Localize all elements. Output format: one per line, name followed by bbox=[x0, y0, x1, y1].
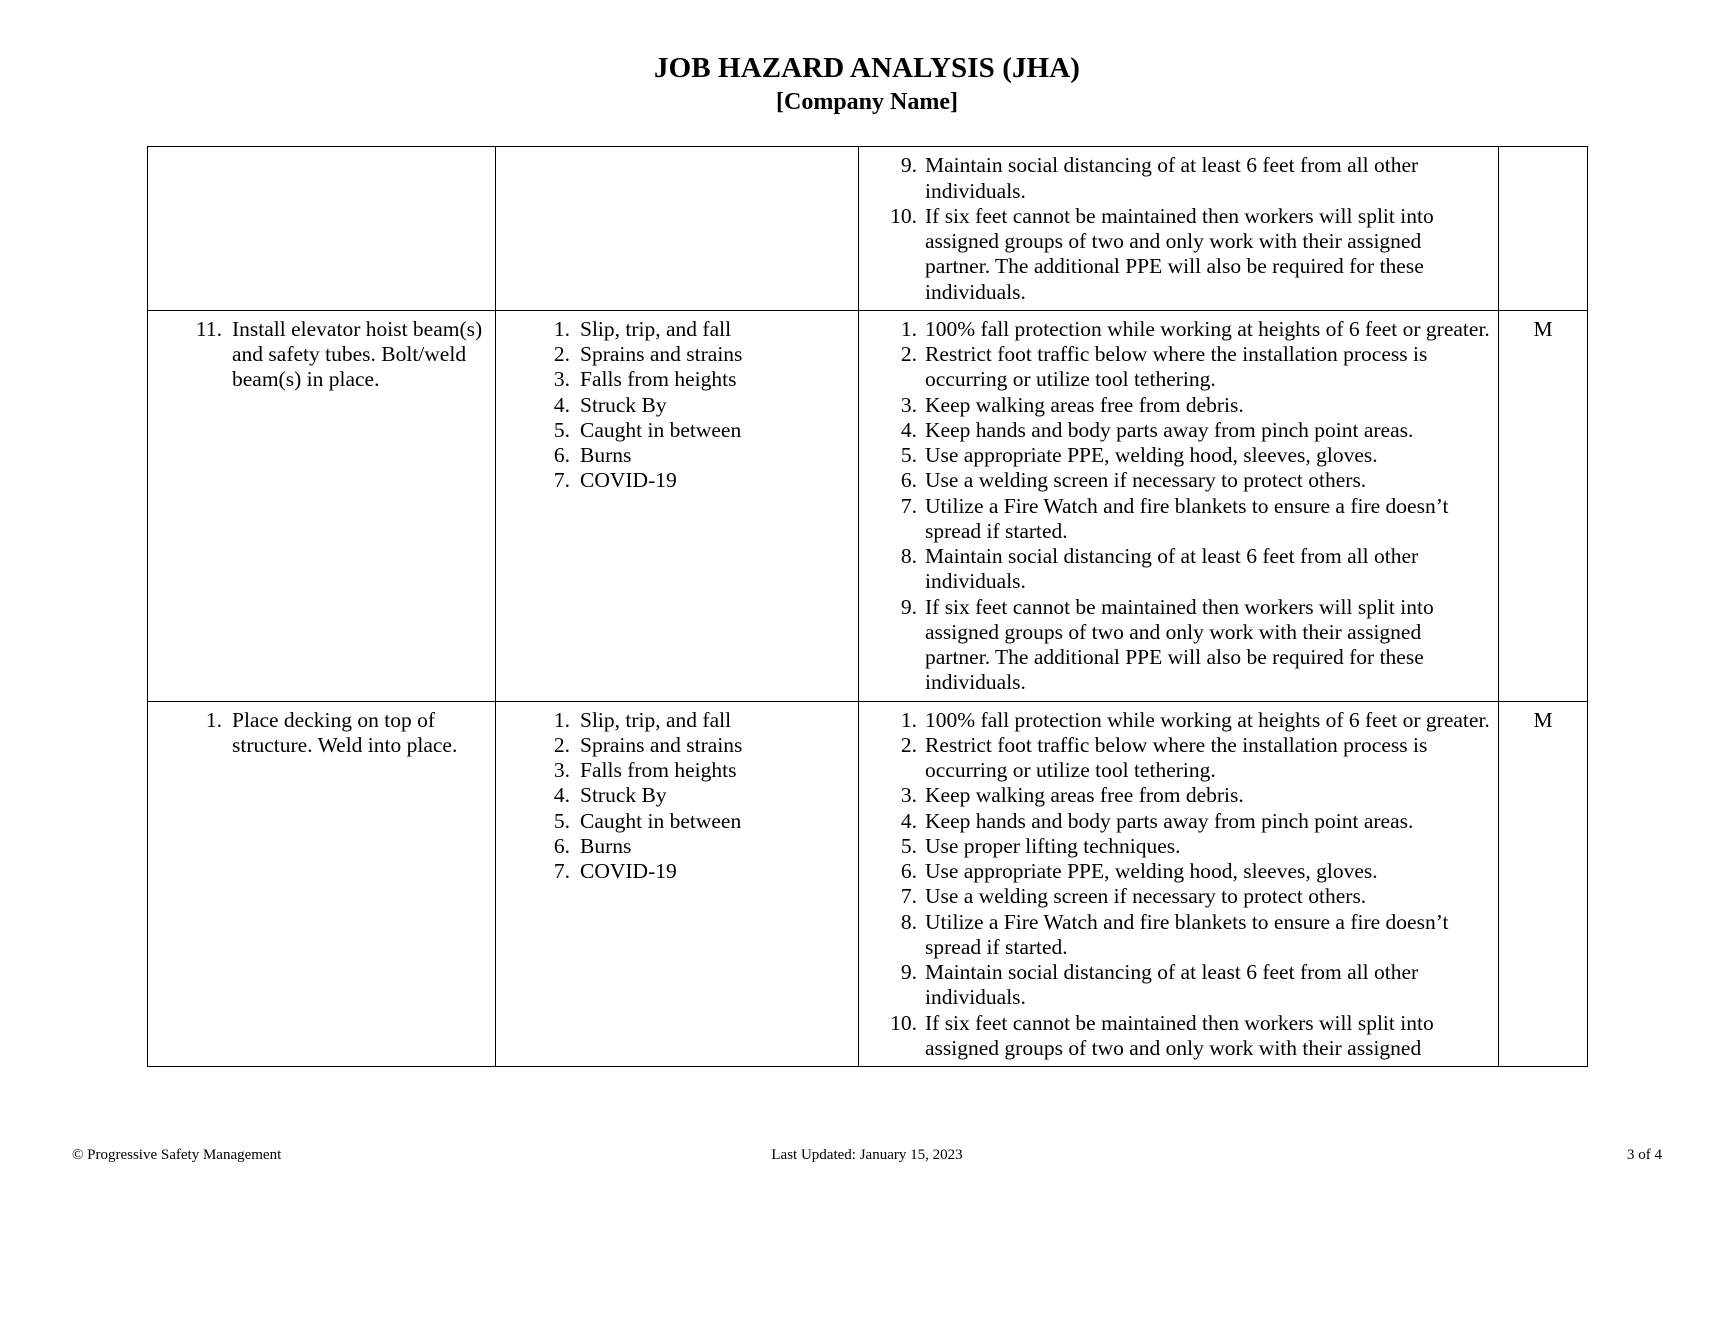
risk-rating-value: M bbox=[1533, 707, 1553, 732]
risk-rating-value bbox=[1499, 147, 1587, 153]
job-steps-cell-content bbox=[148, 311, 495, 398]
list-item-number: 5. bbox=[900, 443, 917, 468]
list-item-text: Use appropriate PPE, welding hood, sleeves, gloves. bbox=[925, 443, 1378, 468]
list-item bbox=[532, 733, 851, 758]
list-item bbox=[885, 859, 1490, 884]
table-row bbox=[148, 310, 1588, 701]
list-item bbox=[532, 443, 851, 468]
list-item bbox=[532, 317, 851, 342]
job-steps-cell-content bbox=[148, 147, 495, 159]
list-item-number: 1. bbox=[553, 316, 570, 341]
list-item bbox=[885, 468, 1490, 493]
page-title: JOB HAZARD ANALYSIS (JHA) bbox=[653, 52, 1081, 84]
controls-cell bbox=[859, 701, 1499, 1067]
empty-content bbox=[184, 153, 488, 154]
list-item bbox=[885, 708, 1490, 733]
list-item-number: 1. bbox=[553, 707, 570, 732]
list-item-number: 6. bbox=[900, 468, 917, 493]
list-item-text: COVID-19 bbox=[580, 468, 677, 493]
risk-rating-cell bbox=[1499, 701, 1588, 1067]
list-item-text: If six feet cannot be maintained then workers will split into assigned groups of two and only work with their assigned partner. The additional PPE will also be required for these individuals. bbox=[925, 594, 1434, 695]
list-item bbox=[885, 393, 1490, 418]
list-item bbox=[532, 783, 851, 808]
risk-rating-cell bbox=[1499, 310, 1588, 701]
list-item-text: 100% fall protection while working at heights of 6 feet or greater. bbox=[925, 707, 1490, 732]
job-steps-cell bbox=[148, 701, 496, 1067]
list-item bbox=[532, 393, 851, 418]
job-steps-cell bbox=[148, 147, 496, 311]
numbered-list bbox=[885, 153, 1490, 305]
list-item-text: Keep hands and body parts away from pinch point areas. bbox=[925, 417, 1414, 442]
list-item-text: Burns bbox=[580, 833, 632, 858]
list-item-number: 5. bbox=[553, 808, 570, 833]
hazards-cell bbox=[496, 310, 859, 701]
list-item bbox=[532, 834, 851, 859]
list-item-number: 9. bbox=[900, 960, 917, 985]
list-item-number: 3. bbox=[553, 758, 570, 783]
list-item-number: 3. bbox=[553, 367, 570, 392]
list-item bbox=[532, 342, 851, 367]
table-row bbox=[148, 147, 1588, 311]
list-item-text: COVID-19 bbox=[580, 859, 677, 884]
list-item-text: Maintain social distancing of at least 6 feet from all other individuals. bbox=[925, 544, 1419, 594]
list-item-text: Utilize a Fire Watch and fire blankets to ensure a fire doesn’t spread if started. bbox=[925, 909, 1449, 959]
list-item-text: Use a welding screen if necessary to protect others. bbox=[925, 884, 1367, 909]
list-item-number: 6. bbox=[900, 859, 917, 884]
jha-table bbox=[147, 146, 1588, 1067]
numbered-list bbox=[184, 317, 488, 393]
list-item-text: Struck By bbox=[580, 392, 667, 417]
list-item bbox=[532, 468, 851, 493]
list-item-number: 2. bbox=[900, 732, 917, 757]
list-item-text: Burns bbox=[580, 443, 632, 468]
list-item-text: Utilize a Fire Watch and fire blankets to ensure a fire doesn’t spread if started. bbox=[925, 493, 1449, 543]
table-row bbox=[148, 701, 1588, 1067]
list-item-number: 4. bbox=[900, 417, 917, 442]
list-item-text: Keep walking areas free from debris. bbox=[925, 783, 1244, 808]
list-item-number: 4. bbox=[553, 392, 570, 417]
list-item bbox=[532, 367, 851, 392]
list-item-text: If six feet cannot be maintained then workers will split into assigned groups of two and only work with their assigned bbox=[925, 1010, 1434, 1060]
list-item-number: 11. bbox=[195, 316, 222, 341]
list-item bbox=[532, 708, 851, 733]
controls-cell bbox=[859, 310, 1499, 701]
list-item-number: 2. bbox=[553, 342, 570, 367]
list-item-text: Install elevator hoist beam(s) and safety tubes. Bolt/weld beam(s) in place. bbox=[232, 316, 483, 392]
list-item bbox=[885, 733, 1490, 784]
list-item bbox=[885, 910, 1490, 961]
footer-copyright: © Progressive Safety Management bbox=[72, 1147, 282, 1163]
list-item-number: 2. bbox=[900, 342, 917, 367]
hazards-cell-content bbox=[496, 311, 858, 499]
list-item-number: 8. bbox=[900, 544, 917, 569]
list-item bbox=[532, 809, 851, 834]
list-item-text: 100% fall protection while working at heights of 6 feet or greater. bbox=[925, 316, 1490, 341]
list-item-text: Sprains and strains bbox=[580, 732, 743, 757]
list-item bbox=[885, 884, 1490, 909]
list-item bbox=[885, 204, 1490, 305]
list-item-number: 3. bbox=[900, 392, 917, 417]
list-item-number: 6. bbox=[553, 833, 570, 858]
list-item-number: 7. bbox=[900, 493, 917, 518]
numbered-list bbox=[885, 708, 1490, 1062]
risk-rating-value: M bbox=[1533, 316, 1553, 341]
list-item-text: Maintain social distancing of at least 6 feet from all other individuals. bbox=[925, 153, 1419, 203]
hazards-cell bbox=[496, 147, 859, 311]
jha-table-body bbox=[148, 147, 1588, 1067]
hazards-cell-content bbox=[496, 702, 858, 890]
list-item-number: 9. bbox=[900, 594, 917, 619]
list-item bbox=[885, 595, 1490, 696]
list-item bbox=[885, 443, 1490, 468]
list-item bbox=[885, 960, 1490, 1011]
company-name-placeholder: [Company Name] bbox=[776, 89, 958, 116]
controls-cell bbox=[859, 147, 1499, 311]
list-item-text: Falls from heights bbox=[580, 367, 737, 392]
list-item bbox=[885, 342, 1490, 393]
list-item-number: 5. bbox=[900, 833, 917, 858]
list-item-number: 7. bbox=[900, 884, 917, 909]
document-header bbox=[0, 0, 1734, 117]
risk-rating-cell bbox=[1499, 147, 1588, 311]
list-item-text: Falls from heights bbox=[580, 758, 737, 783]
list-item-number: 10. bbox=[890, 1010, 917, 1035]
list-item-number: 4. bbox=[553, 783, 570, 808]
list-item-number: 2. bbox=[553, 732, 570, 757]
list-item-number: 7. bbox=[553, 468, 570, 493]
list-item-text: Slip, trip, and fall bbox=[580, 707, 732, 732]
list-item-number: 4. bbox=[900, 808, 917, 833]
list-item bbox=[885, 153, 1490, 204]
list-item-text: Struck By bbox=[580, 783, 667, 808]
list-item-number: 5. bbox=[553, 417, 570, 442]
numbered-list bbox=[532, 708, 851, 885]
list-item-text: Restrict foot traffic below where the installation process is occurring or utilize tool tethering. bbox=[925, 732, 1428, 783]
list-item-text: Use proper lifting techniques. bbox=[925, 833, 1181, 858]
list-item-number: 9. bbox=[900, 153, 917, 178]
list-item-number: 6. bbox=[553, 443, 570, 468]
list-item bbox=[532, 758, 851, 783]
list-item bbox=[532, 418, 851, 443]
list-item-number: 3. bbox=[900, 783, 917, 808]
list-item bbox=[885, 418, 1490, 443]
list-item-number: 1. bbox=[900, 316, 917, 341]
controls-cell-content bbox=[859, 702, 1498, 1067]
numbered-list bbox=[885, 317, 1490, 696]
list-item bbox=[532, 859, 851, 884]
list-item-text: Sprains and strains bbox=[580, 342, 743, 367]
hazards-cell bbox=[496, 701, 859, 1067]
list-item-text: Keep walking areas free from debris. bbox=[925, 392, 1244, 417]
list-item-text: Slip, trip, and fall bbox=[580, 316, 732, 341]
list-item-text: Maintain social distancing of at least 6 feet from all other individuals. bbox=[925, 960, 1419, 1010]
list-item-number: 10. bbox=[890, 203, 917, 228]
empty-content bbox=[532, 153, 851, 154]
hazards-cell-content bbox=[496, 147, 858, 159]
list-item-text: If six feet cannot be maintained then workers will split into assigned groups of two and only work with their assigned partner. The additional PPE will also be required for these individuals. bbox=[925, 203, 1434, 304]
list-item bbox=[885, 544, 1490, 595]
job-steps-cell-content bbox=[148, 702, 495, 764]
list-item-number: 7. bbox=[553, 859, 570, 884]
footer-last-updated: Last Updated: January 15, 2023 bbox=[771, 1147, 963, 1163]
list-item bbox=[184, 317, 488, 393]
list-item bbox=[885, 834, 1490, 859]
list-item bbox=[885, 783, 1490, 808]
footer-page-number: 3 of 4 bbox=[1627, 1147, 1662, 1163]
list-item-number: 1. bbox=[900, 707, 917, 732]
list-item-text: Keep hands and body parts away from pinch point areas. bbox=[925, 808, 1414, 833]
list-item-text: Caught in between bbox=[580, 417, 742, 442]
list-item-number: 8. bbox=[900, 909, 917, 934]
job-steps-cell bbox=[148, 310, 496, 701]
document-footer bbox=[0, 1146, 1734, 1164]
list-item-text: Use appropriate PPE, welding hood, sleeves, gloves. bbox=[925, 859, 1378, 884]
list-item-text: Place decking on top of structure. Weld into place. bbox=[232, 707, 458, 757]
list-item bbox=[184, 708, 488, 759]
list-item-text: Restrict foot traffic below where the installation process is occurring or utilize tool tethering. bbox=[925, 342, 1428, 392]
jha-table-container bbox=[147, 146, 1587, 1067]
list-item-text: Use a welding screen if necessary to protect others. bbox=[925, 468, 1367, 493]
numbered-list bbox=[532, 317, 851, 494]
list-item bbox=[885, 317, 1490, 342]
list-item bbox=[885, 1011, 1490, 1062]
numbered-list bbox=[184, 708, 488, 759]
list-item bbox=[885, 494, 1490, 545]
list-item bbox=[885, 809, 1490, 834]
controls-cell-content bbox=[859, 311, 1498, 701]
list-item-number: 1. bbox=[205, 707, 222, 732]
controls-cell-content bbox=[859, 147, 1498, 310]
list-item-text: Caught in between bbox=[580, 808, 742, 833]
